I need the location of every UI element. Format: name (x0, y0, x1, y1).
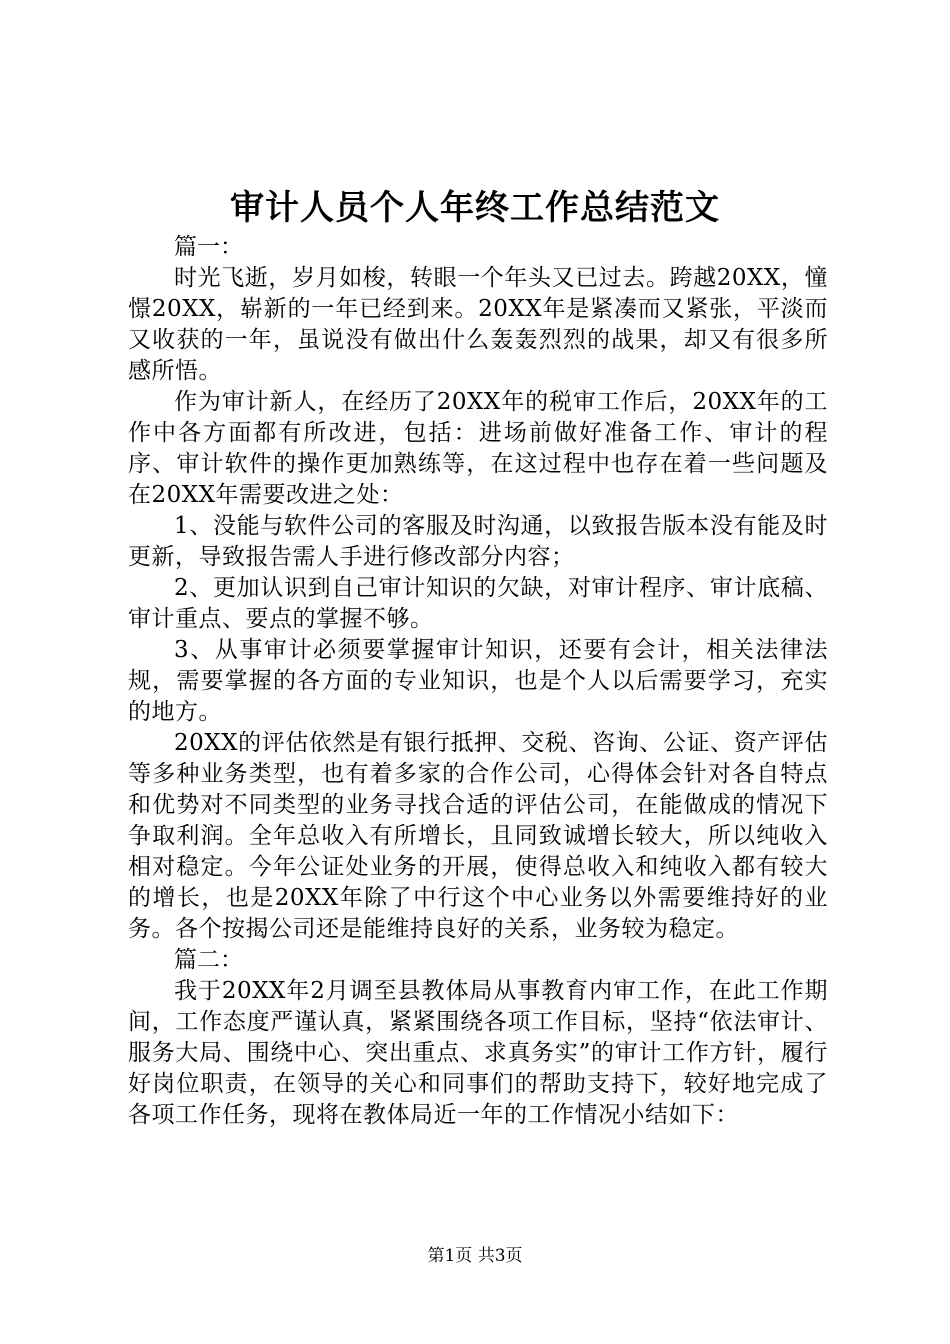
page-number-label: 第1页 共3页 (427, 1246, 523, 1266)
paragraph-6: 20XX的评估依然是有银行抵押、交税、咨询、公证、资产评估等多种业务类型，也有着多家的合作公司，心得体会针对各自特点和优势对不同类型的业务寻找合适的评估公司，在能做成的情况下争取利润。全年总收入有所增长，且同致诚增长较大，所以纯收入相对稳定。今年公证处业务的开展，使得总收入和纯收入都有较大的增长，也是20XX年除了中行这个中心业务以外需要维持好的业务。各个按揭公司还是能维持良好的关系，业务较为稳定。 (128, 730, 828, 942)
section-heading-2: 篇二： (174, 947, 243, 973)
document-title: 审计人员个人年终工作总结范文 (230, 188, 720, 228)
section-heading-1: 篇一： (174, 234, 243, 260)
page-footer (0, 1244, 950, 1268)
paragraph-3: 1、没能与软件公司的客服及时沟通，以致报告版本没有能及时更新，导致报告需人手进行修改部分内容； (128, 513, 828, 570)
paragraph-4: 2、更加认识到自己审计知识的欠缺，对审计程序、审计底稿、审计重点、要点的掌握不够。 (128, 575, 828, 632)
paragraph-7: 我于20XX年2月调至县教体局从事教育内审工作，在此工作期间，工作态度严谨认真，紧紧围绕各项工作目标，坚持“依法审计、服务大局、围绕中心、突出重点、求真务实”的审计工作方针，履行好岗位职责，在领导的关心和同事们的帮助支持下，较好地完成了各项工作任务，现将在教体局近一年的工作情况小结如下： (128, 978, 828, 1128)
paragraph-5: 3、从事审计必须要掌握审计知识，还要有会计，相关法律法规，需要掌握的各方面的专业知识，也是个人以后需要学习，充实的地方。 (128, 637, 828, 725)
document-body (128, 232, 828, 1131)
paragraph-1: 时光飞逝，岁月如梭，转眼一个年头又已过去。跨越20XX，憧憬20XX，崭新的一年已经到来。20XX年是紧凑而又紧张，平淡而又收获的一年，虽说没有做出什么轰轰烈烈的战果，却又有很多所感所悟。 (128, 265, 828, 384)
paragraph-2: 作为审计新人，在经历了20XX年的税审工作后，20XX年的工作中各方面都有所改进，包括：进场前做好准备工作、审计的程序、审计软件的操作更加熟练等，在这过程中也存在着一些问题及在20XX年需要改进之处： (128, 389, 828, 508)
